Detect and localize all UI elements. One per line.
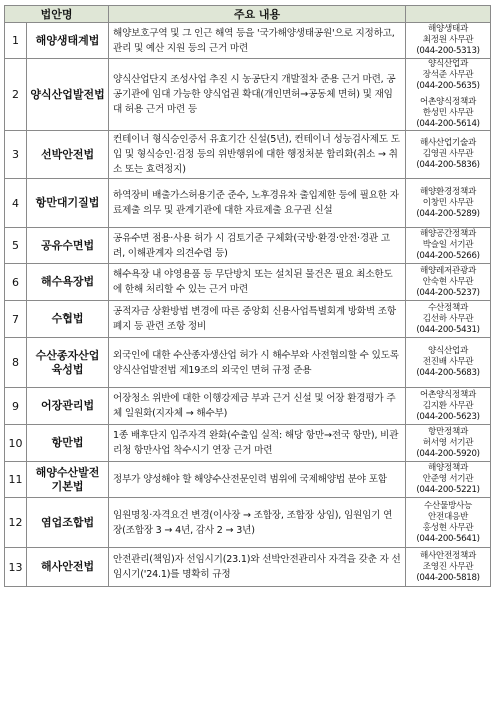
table-row: [5, 23, 491, 59]
row-number: 10: [5, 425, 27, 462]
header-law-name: 법안명: [5, 6, 109, 23]
law-summary-table-container: [4, 5, 491, 587]
header-contact: [406, 6, 491, 23]
table-body: [5, 23, 491, 587]
table-row: [5, 301, 491, 338]
contact-line: 수산물방사능: [424, 500, 473, 511]
contact-line: (044-200-5818): [416, 572, 480, 583]
law-description: 임원명칭·자격요건 변경(이사장 → 조합장, 조합장 상임), 임원임기 연장(조합장 3 → 4년, 감사 2 → 3년): [109, 498, 406, 548]
table-row: [5, 498, 491, 548]
table-row: [5, 425, 491, 462]
contact-line: 해양레저관광과: [420, 265, 477, 276]
contact-line: 해사안전정책과: [420, 550, 477, 561]
contact-line: (044-200-5683): [416, 368, 480, 378]
contact-line: 어촌양식정책과: [420, 389, 477, 400]
contact-line: (044-200-5221): [416, 485, 480, 495]
row-number: 7: [5, 301, 27, 338]
contact-line: 수산정책과: [428, 302, 469, 313]
contact-line: 해양공간정책과: [420, 229, 477, 239]
law-description: 공적자금 상환방법 변경에 따른 중앙회 신용사업특별회계 방화벽 조항 폐지 등 관련 조항 정비: [109, 301, 406, 338]
contact-line: (044-200-5614): [416, 119, 480, 129]
row-number: 12: [5, 498, 27, 548]
law-description: 외국인에 대한 수산종자생산업 허가 시 해수부와 사전협의할 수 있도록 양식산업발전법 제19조의 외국인 면허 규정 준용: [109, 338, 406, 388]
law-description: 공유수면 점용·사용 허가 시 검토기준 구체화(국방·환경·안전·경관 고려, 이해관계자 의견수렴 등): [109, 228, 406, 264]
law-name: 해수욕장법: [27, 264, 109, 301]
contact-line: 해양환경정책과: [420, 186, 477, 197]
law-name: 수협법: [27, 301, 109, 338]
contact-cell: [406, 388, 491, 425]
contact-line: (044-200-5266): [416, 251, 480, 261]
law-name: 어장관리법: [27, 388, 109, 425]
law-summary-table: [4, 5, 491, 587]
table-row: [5, 131, 491, 179]
table-row: [5, 179, 491, 228]
table-row: [5, 388, 491, 425]
contact-cell: [406, 228, 491, 264]
contact-line: (044-200-5623): [416, 411, 480, 422]
law-description: 안전관리(책임)자 선임시기(23.1)와 선박안전관리사 자격을 갖춘 자 선임시기('24.1)를 명확히 규정: [109, 548, 406, 587]
contact-line: 허서영 서기관: [422, 437, 474, 448]
contact-line: 장석준 사무관: [422, 70, 474, 80]
law-description: 컨테이너 형식승인증서 유효기간 신설(5년), 컨테이너 성능검사제도 도입 및 형식승인·검정 등의 위반행위에 대한 행정처분 합리화(취소 → 취소 또는 효력정지): [109, 131, 406, 179]
contact-line: (044-200-5641): [416, 533, 480, 544]
row-number: 13: [5, 548, 27, 587]
contact-cell: [406, 338, 491, 388]
law-description: 해양보호구역 및 그 인근 해역 등을 '국가해양생태공원'으로 지정하고, 관리 및 예산 지원 등의 근거 마련: [109, 23, 406, 59]
table-row: [5, 548, 491, 587]
contact-line: 해양정책과: [428, 463, 469, 473]
contact-line: (044-200-5920): [416, 448, 480, 459]
contact-line: 홍성현 사무관: [422, 522, 474, 533]
law-name: 해양수산발전 기본법: [27, 462, 109, 498]
header-row: [5, 6, 491, 23]
law-name: 공유수면법: [27, 228, 109, 264]
law-name: 항만대기질법: [27, 179, 109, 228]
contact-line: 박슬일 서기관: [422, 240, 474, 250]
row-number: 2: [5, 59, 27, 131]
contact-cell: [406, 425, 491, 462]
row-number: 6: [5, 264, 27, 301]
contact-line: 이창민 사무관: [422, 197, 474, 208]
law-name: 해사안전법: [27, 548, 109, 587]
law-name: 수산종자산업 육성법: [27, 338, 109, 388]
row-number: 8: [5, 338, 27, 388]
contact-line: 항만정책과: [428, 426, 469, 437]
table-row: [5, 462, 491, 498]
contact-line: 양식산업과: [428, 346, 469, 356]
contact-line: 한성민 사무관: [422, 108, 474, 118]
law-name: 해양생태계법: [27, 23, 109, 59]
row-number: 3: [5, 131, 27, 179]
contact-line: 최정원 사무관: [422, 35, 474, 45]
table-row: [5, 338, 491, 388]
contact-line: (044-200-5313): [416, 46, 480, 56]
contact-cell: [406, 548, 491, 587]
contact-cell: [406, 131, 491, 179]
row-number: 5: [5, 228, 27, 264]
contact-cell: [406, 301, 491, 338]
law-description: 1종 배후단지 입주자격 완화(수출입 실적: 해당 항만→전국 항만), 비관리청 항만사업 착수시기 연장 근거 마련: [109, 425, 406, 462]
contact-line: (044-200-5289): [416, 208, 480, 219]
row-number: 11: [5, 462, 27, 498]
contact-line: (044-200-5635): [416, 81, 480, 91]
table-row: [5, 228, 491, 264]
contact-line: 전진배 사무관: [422, 357, 474, 367]
law-name: 양식산업발전법: [27, 59, 109, 131]
contact-cell: [406, 179, 491, 228]
law-name: 항만법: [27, 425, 109, 462]
row-number: 9: [5, 388, 27, 425]
law-description: 양식산업단지 조성사업 추진 시 농공단지 개발절차 준용 근거 마련, 공공기관에 임대 가능한 양식업권 확대(개인면허→공동체 면허) 및 재임대 허용 근거 마련 등: [109, 59, 406, 131]
contact-line: 조영진 사무관: [422, 561, 474, 572]
contact-line: (044-200-5836): [416, 160, 480, 170]
law-description: 해수욕장 내 야영용품 등 무단방치 또는 설치된 물건은 필요 최소한도에 한해 처리할 수 있는 근거 마련: [109, 264, 406, 301]
contact-line: 김선하 사무관: [422, 313, 474, 324]
law-name: 선박안전법: [27, 131, 109, 179]
law-description: 정부가 양성해야 할 해양수산전문인력 범위에 국제해양법 분야 포함: [109, 462, 406, 498]
contact-line: (044-200-5237): [416, 287, 480, 298]
contact-line: 양식산업과: [428, 59, 469, 69]
row-number: 1: [5, 23, 27, 59]
contact-line: 어촌양식정책과: [420, 97, 477, 107]
header-main-content: 주요 내용: [109, 6, 406, 23]
contact-line: 김영권 사무관: [422, 149, 474, 159]
contact-cell: [406, 264, 491, 301]
contact-line: 안준영 서기관: [422, 474, 474, 484]
contact-line: 안전대응반: [428, 511, 469, 522]
law-name: 염업조합법: [27, 498, 109, 548]
table-row: [5, 59, 491, 131]
contact-cell: [406, 462, 491, 498]
contact-line: (044-200-5431): [416, 324, 480, 335]
contact-cell: [406, 59, 491, 131]
contact-line: 안숙현 사무관: [422, 276, 474, 287]
contact-line: 해사산업기술과: [420, 138, 477, 148]
contact-line: 해양생태과: [428, 24, 469, 34]
table-row: [5, 264, 491, 301]
contact-line: 김지환 사무관: [422, 400, 474, 411]
contact-cell: [406, 23, 491, 59]
law-description: 하역장비 배출가스허용기준 준수, 노후경유차 출입제한 등에 필요한 자료제출 의무 및 관계기관에 대한 자료제출 요구권 신설: [109, 179, 406, 228]
contact-cell: [406, 498, 491, 548]
row-number: 4: [5, 179, 27, 228]
law-description: 어장청소 위반에 대한 이행강제금 부과 근거 신설 및 어장 환경평가 주체 일원화(지자체 → 해수부): [109, 388, 406, 425]
